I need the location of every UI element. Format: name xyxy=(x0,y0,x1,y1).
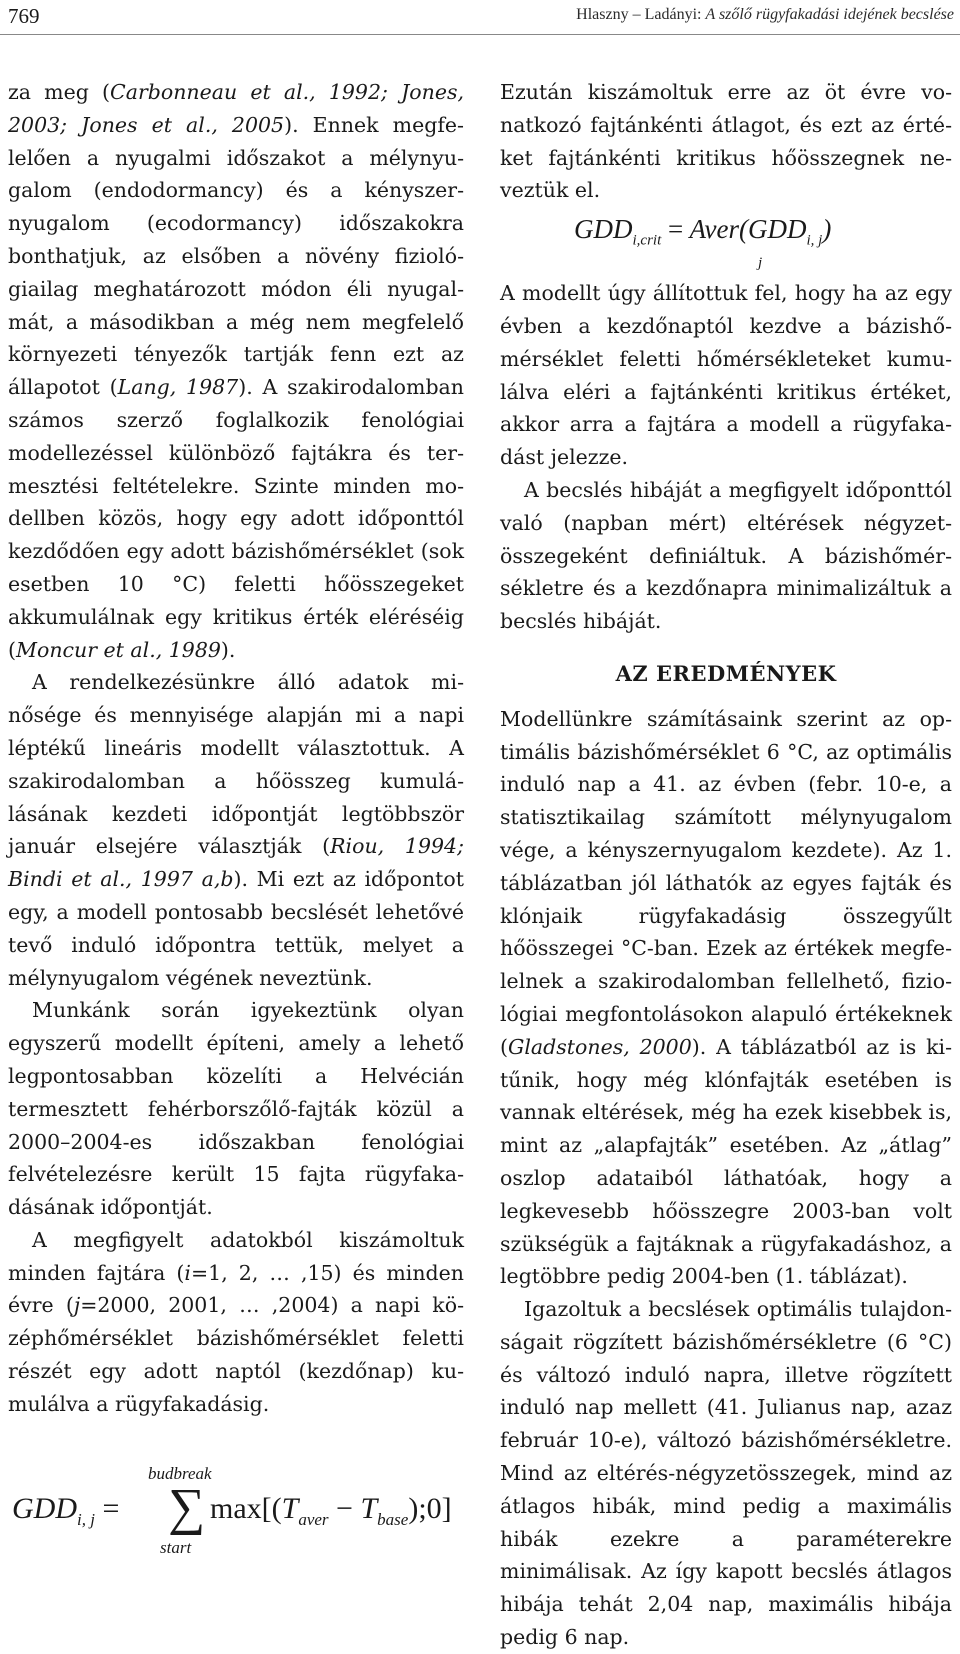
body-text: za meg ( xyxy=(8,80,111,104)
running-article-title: A szőlő rügyfakadási idejének becslése xyxy=(705,6,954,23)
body-text: ). A táblázatból az is kitűnik, hogy még klónfajták esetében is vannak eltérések, még ha ezek kisebbek is, mint az „alapfajták” esetében. Az „átlag” oszlop adataiból láthatóak, hogy a legkevesebb hőösszegre 2003-ban volt szükségük a fajtáknak a rügyfakadáshoz, a legtöbbre pedig 2004-ben (1. táblázat). xyxy=(500,1034,953,1289)
right-column xyxy=(500,76,952,1654)
citation-text: Riou, 1994; Bindi et al., 1997 a,b xyxy=(8,834,464,892)
paragraph xyxy=(500,277,952,474)
paragraph xyxy=(8,666,464,994)
citation-text: Lang, 1987 xyxy=(117,375,239,400)
body-text: =1, 2, … ,15) és minden évre ( xyxy=(8,1260,464,1318)
paragraph xyxy=(8,76,464,666)
paragraph xyxy=(8,1224,464,1421)
citation-text: Gladstones, 2000 xyxy=(508,1034,692,1059)
running-header xyxy=(0,0,960,35)
paragraph xyxy=(500,474,952,638)
body-text: ). Mi ezt az időpontot egy, a modell pontosabb becslését lehetővé tevő induló időpontra tettük, melyet a mélynyugalom végének neveztünk. xyxy=(8,867,464,990)
equation-lhs: $GDD_{i,crit}$ = $Aver(GDD_{i, j})$ xyxy=(574,214,832,249)
equation-gdd-sum xyxy=(8,1462,464,1562)
equation-body: $\max[(T_{aver}$ − $T_{base});0$] xyxy=(210,1492,452,1529)
paragraph xyxy=(500,703,952,1293)
body-text: Modellünkre számításaink szerint az optimális bázishőmérséklet 6 °C, az optimális induló nap a 41. az évben (febr. 10-e, a statisztikailag számított mélynyugalom vége, a kényszernyugalom kezdete). Az 1. táblázatban jól láthatók az egyes fajták és klónjaik rügyfakadásig összegyűlt hőösszegei °C-ban. Ezek az értékek megfelelnek a szakirodalomban fellelhető, fiziológiai megfontolásokon alapuló értékeknek ( xyxy=(500,706,952,1059)
paragraph xyxy=(8,994,464,1224)
page-number: 769 xyxy=(8,4,40,28)
section-heading: AZ EREDMÉNYEK xyxy=(615,660,837,686)
equation-lhs: $GDD_{i, j}$ = xyxy=(12,1492,120,1529)
sum-lower-limit: start xyxy=(160,1538,192,1557)
paragraph xyxy=(500,1293,952,1654)
body-text: A rendelkezésünkre álló adatok minősége és mennyisége alapján mi a napi léptékű lineáris modellt választottuk. A szakirodalomban a hőösszeg kumulálásának kezdeti időpontját legtöbbször január elsejére választják ( xyxy=(8,670,464,859)
body-text: Igazoltuk a becslések optimális tulajdonságait rögzített bázishőmérsékletre (6 °C) és változó induló napra, illetve rögzített induló nap mellett (41. Julianus nap, azaz február 10-e), változó bázishőmérsékletre. Mind az eltérés-négyzetösszegek, mind az átlagos hibák, mind pedig a maximális hibák ezekre a paraméterekre minimálisak. Az így kapott becslés átlagos hibája tehát 2,04 nap, maximális hibája pedig 6 nap. xyxy=(500,1297,952,1650)
aver-subscript: j xyxy=(758,255,763,272)
body-text: A megfigyelt adatokból kiszámoltuk minden fajtára ( xyxy=(8,1227,464,1285)
sum-upper-limit: budbreak xyxy=(148,1464,212,1483)
body-text: =2000, 2001, … ,2004) a napi középhőmérséklet bázishőmérséklet feletti részét egy adott naptól (kezdőnap) kumulálva a rügyfakadásig. xyxy=(8,1293,464,1416)
running-authors: Hlaszny – Ladányi: xyxy=(576,6,706,23)
body-text: ). Ennek megfelelően a nyugalmi időszakot a mélynyugalom (endodormancy) és a kényszernyugalom (ecodormancy) időszakokra bonthatjuk, az elsőben a növény fiziológiailag meghatározott módon éli nyugalmát, a másodikban a még nem megfelelő környezeti tényezők tartják fenn ezt az állapotot ( xyxy=(8,112,464,400)
body-text: Munkánk során igyekeztünk olyan egyszerű modellt építeni, amely a lehető legpontosabban közelíti a Helvécián termesztett fehérborszőlő-fajták közül a 2000–2004-es időszakban fenológiai felvételezésre került 15 fajta rügyfakadásának időpontját. xyxy=(8,998,464,1220)
running-title xyxy=(576,6,954,24)
citation-text: Carbonneau et al., 1992; Jones, 2003; Jones et al., 2005 xyxy=(8,80,465,137)
body-text: A becslés hibáját a megfigyelt időponttól való (napban mért) eltérések négyzetösszegeként definiáltuk. A bázishőmérsékletre és a kezdőnapra minimalizáltuk a becslés hibáját. xyxy=(500,477,952,634)
citation-text: i xyxy=(184,1260,191,1285)
body-text: Ezután kiszámoltuk erre az öt évre vonatkozó fajtánkénti átlagot, és ezt az értéket fajtánkénti kritikus hőösszegnek neveztük el. xyxy=(500,80,952,203)
paragraph xyxy=(500,76,952,207)
equation-critical-gdd xyxy=(500,207,952,277)
body-text: ). A szakirodalomban számos szerző foglalkozik fenológiai modellezéssel különböző fajtákra és termesztési feltételekre. Szinte minden modellben közös, hogy egy adott időponttól kezdődően egy adott bázishőmérséklet (sok esetben 10 °C) feletti hőösszegeket akkumulálnak egy kritikus érték eléréséig ( xyxy=(8,375,464,662)
citation-text: j xyxy=(73,1293,81,1318)
citation-text: Moncur et al., 1989 xyxy=(16,637,221,662)
body-text: ). xyxy=(220,637,236,662)
body-text: A modellt úgy állítottuk fel, hogy ha az egy évben a kezdőnaptól kezdve a bázishőmérséklet feletti hőmérsékleteket kumulálva eléri a fajtánkénti kritikus értéket, akkor arra a fajtára a modell a rügyfakadást jelezze. xyxy=(500,281,952,470)
left-column xyxy=(8,76,464,1421)
sum-symbol: ∑ xyxy=(168,1479,206,1536)
